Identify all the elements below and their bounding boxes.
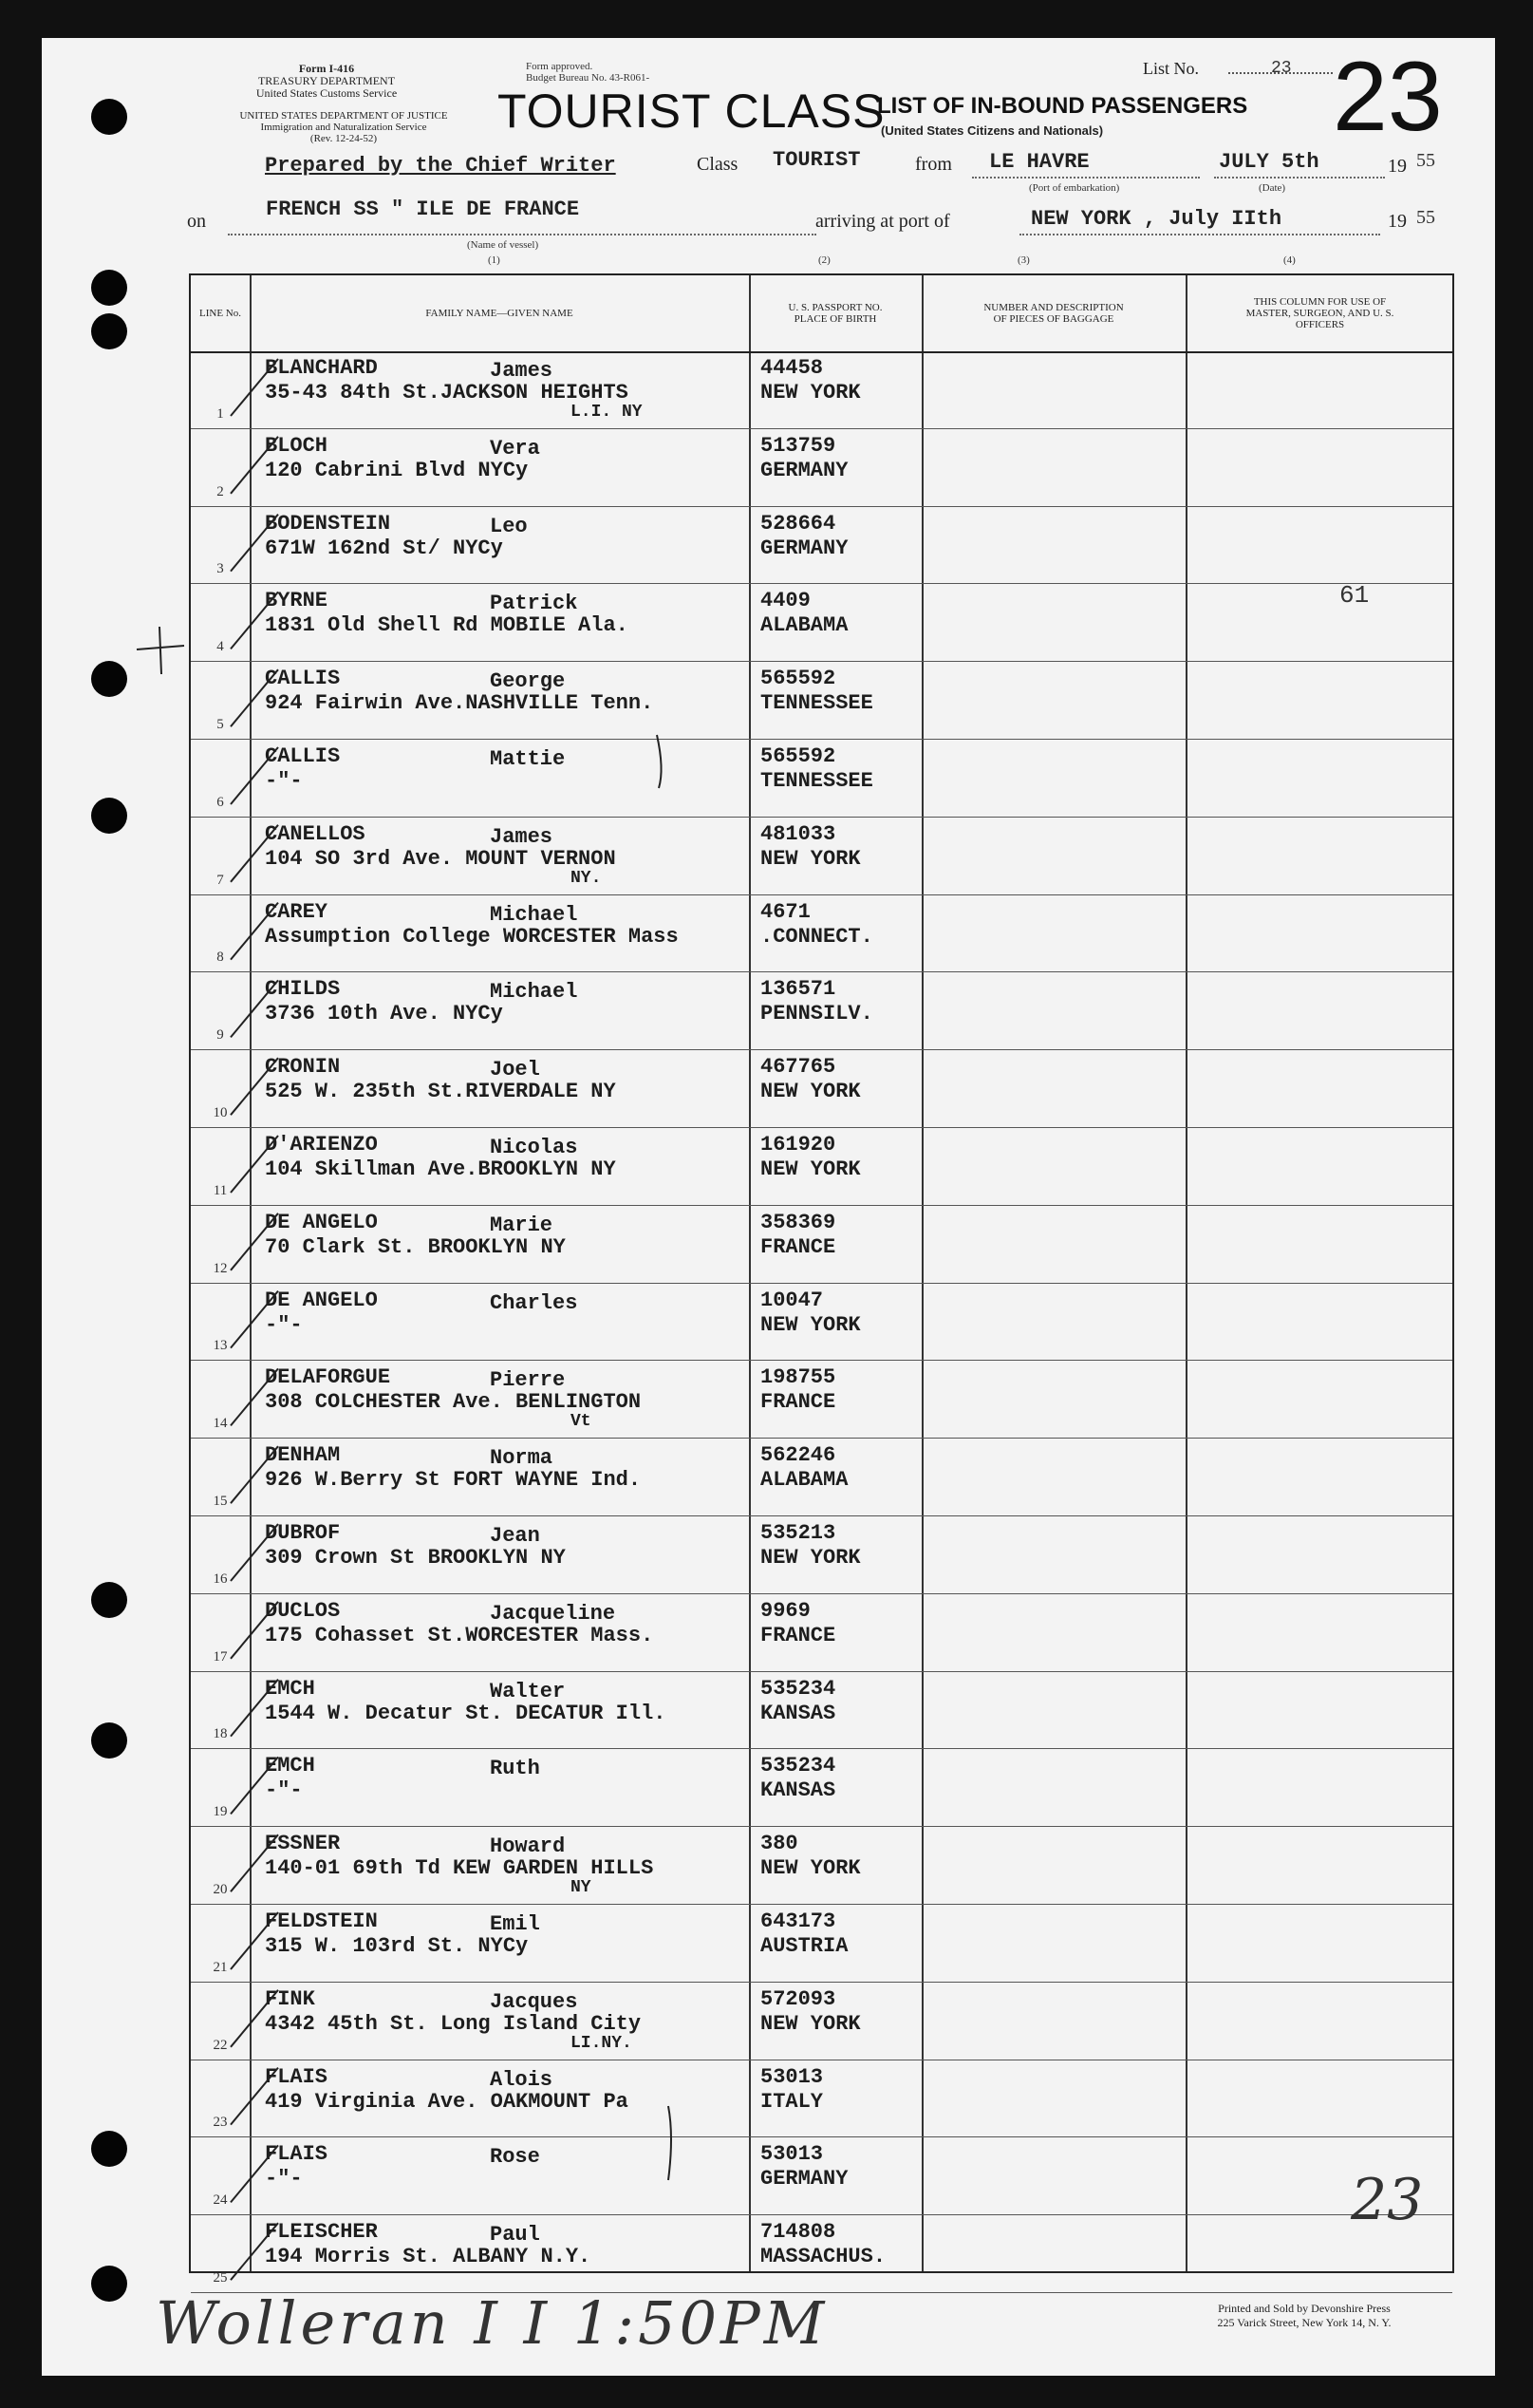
line-number: 5 — [216, 716, 224, 732]
family-name: DUBROF — [265, 1521, 341, 1545]
line-number: 24 — [213, 2192, 228, 2209]
family-name: DE ANGELO — [265, 1210, 378, 1234]
family-name: FLAIS — [265, 2142, 328, 2167]
family-name: CALLIS — [265, 667, 341, 691]
place-of-birth: GERMANY — [760, 458, 849, 482]
passport-number: 535213 — [760, 1521, 836, 1545]
given-name: Rose — [490, 2145, 540, 2170]
check-mark — [231, 669, 278, 726]
given-name: Walter — [490, 1679, 566, 1703]
line-number: 4 — [216, 639, 224, 655]
header-name: FAMILY NAME—GIVEN NAME — [425, 308, 573, 319]
given-name: Jean — [490, 1524, 540, 1548]
address: 308 COLCHESTER Ave. BENLINGTON — [265, 1390, 642, 1415]
passport-number: 565592 — [760, 667, 836, 691]
line-number: 16 — [213, 1571, 228, 1587]
check-mark — [231, 747, 278, 804]
given-name: James — [490, 359, 553, 383]
passport-number: 44458 — [760, 356, 824, 380]
printer-line-1: Printed and Sold by Devonshire Press — [1218, 2302, 1391, 2315]
line-number: 20 — [213, 1881, 228, 1897]
prepared-by: Prepared by the Chief Writer — [265, 154, 616, 178]
given-name: Norma — [490, 1446, 553, 1471]
given-name: Paul — [490, 2223, 540, 2248]
place-of-birth: PENNSILV. — [760, 1002, 873, 1026]
line-number: 9 — [216, 1027, 224, 1044]
vessel-caption: (Name of vessel) — [467, 239, 539, 251]
address-continued: Vt — [570, 1412, 591, 1432]
printer-credit — [1162, 2302, 1447, 2330]
passport-number: 562246 — [760, 1443, 836, 1468]
year-prefix-arrival: 19 — [1388, 211, 1407, 232]
given-name: Pierre — [490, 1368, 566, 1393]
given-name: Ruth — [490, 1757, 540, 1781]
address: 315 W. 103rd St. NYCy — [265, 1934, 529, 1958]
check-mark — [231, 1834, 278, 1891]
on-label: on — [187, 211, 206, 232]
given-name: Alois — [490, 2067, 553, 2092]
line-number: 21 — [213, 1959, 228, 1975]
list-subtitle: (United States Citizens and Nationals) — [881, 123, 1104, 138]
arriving-label: arriving at port of — [815, 211, 950, 232]
address-continued: LI.NY. — [570, 2033, 632, 2053]
printer-line-2: 225 Varick Street, New York 14, N. Y. — [1217, 2316, 1392, 2329]
date-caption: (Date) — [1259, 182, 1286, 194]
line-number: 19 — [213, 1804, 228, 1820]
treasury-department: TREASURY DEPARTMENT — [257, 74, 396, 87]
given-name: Mattie — [490, 747, 566, 771]
family-name: CALLIS — [265, 744, 341, 768]
line-number: 8 — [216, 950, 224, 966]
given-name: Marie — [490, 1213, 553, 1237]
class-stamp: TOURIST CLASS — [497, 85, 886, 138]
address: 1831 Old Shell Rd MOBILE Ala. — [265, 613, 628, 638]
family-name: BLANCHARD — [265, 356, 378, 380]
line-number: 13 — [213, 1338, 228, 1354]
passport-number: 380 — [760, 1832, 798, 1856]
address: -"- — [265, 1312, 303, 1337]
class-value: TOURIST — [773, 148, 861, 172]
port-embarkation-caption: (Port of embarkation) — [1029, 182, 1120, 194]
family-name: CAREY — [265, 899, 328, 924]
passport-number: 358369 — [760, 1210, 836, 1234]
address: -"- — [265, 1778, 303, 1803]
header-baggage: NUMBER AND DESCRIPTION OF PIECES OF BAGGAGE — [983, 302, 1124, 325]
place-of-birth: KANSAS — [760, 1701, 836, 1725]
officer-mark: 61 — [1339, 581, 1370, 610]
given-name: Jacques — [490, 1989, 578, 2014]
check-mark — [231, 437, 278, 494]
family-name: D'ARIENZO — [265, 1133, 378, 1157]
passport-number: 10047 — [760, 1288, 824, 1312]
line-number: 7 — [216, 872, 224, 888]
address: Assumption College WORCESTER Mass — [265, 924, 679, 949]
family-name: BODENSTEIN — [265, 511, 391, 536]
header-officers: THIS COLUMN FOR USE OF MASTER, SURGEON, AND U. S. OFFICERS — [1245, 296, 1394, 330]
passport-number: 4409 — [760, 589, 811, 613]
place-of-birth: ALABAMA — [760, 613, 849, 638]
line-number: 22 — [213, 2037, 228, 2053]
check-mark — [231, 2068, 278, 2125]
departure-date: JULY 5th — [1219, 150, 1319, 174]
check-mark — [231, 1136, 278, 1193]
given-name: Howard — [490, 1834, 566, 1859]
place-of-birth: FRANCE — [760, 1623, 836, 1647]
place-of-birth: NEW YORK — [760, 1080, 861, 1104]
passport-number: 513759 — [760, 433, 836, 458]
customs-service: United States Customs Service — [255, 86, 398, 100]
line-number: 1 — [216, 405, 224, 422]
place-of-birth: FRANCE — [760, 1234, 836, 1259]
check-mark — [231, 1446, 278, 1503]
given-name: Emil — [490, 1912, 540, 1936]
check-mark — [231, 359, 278, 416]
place-of-birth: NEW YORK — [760, 1157, 861, 1181]
port-embarkation: LE HAVRE — [989, 150, 1090, 174]
given-name: George — [490, 669, 566, 694]
list-number-label: List No. — [1143, 59, 1200, 78]
place-of-birth: MASSACHUS. — [760, 2245, 887, 2269]
line-number: 18 — [213, 1726, 228, 1742]
line-number: 14 — [213, 1416, 228, 1432]
passport-number: 535234 — [760, 1754, 836, 1778]
family-name: DE ANGELO — [265, 1288, 378, 1312]
place-of-birth: TENNESSEE — [760, 691, 873, 716]
given-name: Charles — [490, 1290, 578, 1315]
family-name: FELDSTEIN — [265, 1909, 378, 1933]
check-mark — [231, 592, 278, 649]
year-departure: 55 — [1416, 150, 1435, 171]
place-of-birth: GERMANY — [760, 2167, 849, 2192]
column-number-1: (1) — [488, 254, 500, 266]
year-prefix-departure: 19 — [1388, 156, 1407, 177]
family-name: BLOCH — [265, 433, 328, 458]
inspector-signature: Wolleran I I 1:50PM — [156, 2288, 829, 2358]
pen-check-marks — [42, 38, 1495, 2376]
budget-bureau-line: Budget Bureau No. 43-R061- — [526, 72, 650, 84]
family-name: FINK — [265, 1986, 315, 2011]
address-continued: NY — [570, 1878, 591, 1898]
line-number: 23 — [213, 2115, 228, 2131]
given-name: Patrick — [490, 592, 578, 616]
family-name: EMCH — [265, 1676, 315, 1701]
check-mark — [231, 2223, 278, 2280]
line-number: 6 — [216, 794, 224, 810]
line-number: 11 — [213, 1182, 228, 1198]
address: 70 Clark St. BROOKLYN NY — [265, 1234, 566, 1259]
passport-number: 481033 — [760, 821, 836, 846]
passport-number: 535234 — [760, 1676, 836, 1701]
given-name: Nicolas — [490, 1136, 578, 1159]
family-name: CANELLOS — [265, 821, 365, 846]
vessel-name: FRENCH SS " ILE DE FRANCE — [266, 198, 580, 221]
place-of-birth: .CONNECT. — [760, 924, 873, 949]
address: 525 W. 235th St.RIVERDALE NY — [265, 1080, 616, 1104]
given-name: Michael — [490, 980, 578, 1005]
bottom-scrawl: 23 — [1351, 2167, 1424, 2233]
check-mark — [231, 1291, 278, 1348]
check-mark — [231, 1990, 278, 2047]
address: 104 SO 3rd Ave. MOUNT VERNON — [265, 846, 616, 871]
place-of-birth: NEW YORK — [760, 1546, 861, 1570]
check-mark — [231, 1524, 278, 1581]
check-mark — [231, 1912, 278, 1969]
check-mark — [231, 1680, 278, 1737]
family-name: CHILDS — [265, 977, 341, 1002]
passport-number: 161920 — [760, 1133, 836, 1157]
class-label: Class — [697, 154, 738, 175]
address: 924 Fairwin Ave.NASHVILLE Tenn. — [265, 691, 654, 716]
address: 671W 162nd St/ NYCy — [265, 536, 503, 560]
address: 926 W.Berry St FORT WAYNE Ind. — [265, 1468, 642, 1493]
address: -"- — [265, 769, 303, 793]
family-name: DUCLOS — [265, 1598, 341, 1623]
column-number-4: (4) — [1283, 254, 1296, 266]
check-mark — [231, 1602, 278, 1659]
family-name: FLEISCHER — [265, 2220, 378, 2245]
address: -"- — [265, 2167, 303, 2192]
check-mark — [231, 2145, 278, 2202]
check-mark — [231, 1213, 278, 1270]
passport-number: 136571 — [760, 977, 836, 1002]
manifest-sheet — [42, 38, 1495, 2376]
address: 4342 45th St. Long Island City — [265, 2011, 642, 2036]
address: 35-43 84th St.JACKSON HEIGHTS — [265, 381, 628, 404]
place-of-birth: FRANCE — [760, 1390, 836, 1415]
line-number: 25 — [213, 2269, 228, 2286]
line-number: 17 — [213, 1648, 228, 1665]
passport-number: 9969 — [760, 1598, 811, 1623]
place-of-birth: NEW YORK — [760, 1312, 861, 1337]
place-of-birth: KANSAS — [760, 1778, 836, 1803]
place-of-birth: GERMANY — [760, 536, 849, 560]
check-mark — [231, 515, 278, 572]
column-number-3: (3) — [1018, 254, 1030, 266]
family-name: EMCH — [265, 1754, 315, 1778]
address: 1544 W. Decatur St. DECATUR Ill. — [265, 1701, 666, 1725]
line-number: 10 — [213, 1104, 228, 1120]
family-name: CRONIN — [265, 1055, 341, 1080]
department-name: UNITED STATES DEPARTMENT OF JUSTICE — [239, 110, 448, 122]
address: 104 Skillman Ave.BROOKLYN NY — [265, 1157, 616, 1181]
year-arrival: 55 — [1416, 207, 1435, 228]
passport-number: 4671 — [760, 899, 811, 924]
place-of-birth: ITALY — [760, 2089, 824, 2114]
address: 3736 10th Ave. NYCy — [265, 1002, 503, 1026]
place-of-birth: AUSTRIA — [760, 1934, 849, 1958]
given-name: Leo — [490, 514, 528, 538]
revision: (Rev. 12-24-52) — [309, 133, 378, 144]
place-of-birth: ALABAMA — [760, 1468, 849, 1493]
passport-number: 528664 — [760, 511, 836, 536]
passport-number: 714808 — [760, 2220, 836, 2245]
list-number-typed: 23 — [1271, 59, 1292, 78]
form-number: Form I-416 — [298, 62, 355, 75]
line-number: 3 — [216, 561, 224, 577]
list-number-large: 23 — [1333, 42, 1443, 152]
family-name: DENHAM — [265, 1443, 341, 1468]
header-line-no: LINE No. — [199, 308, 241, 319]
passport-number: 572093 — [760, 1986, 836, 2011]
passport-number: 198755 — [760, 1365, 836, 1390]
check-mark — [231, 980, 278, 1037]
family-name: BYRNE — [265, 589, 328, 613]
passport-number: 53013 — [760, 2064, 824, 2089]
place-of-birth: NEW YORK — [760, 1856, 861, 1881]
address: 309 Crown St BROOKLYN NY — [265, 1546, 566, 1570]
family-name: ESSNER — [265, 1832, 341, 1856]
place-of-birth: TENNESSEE — [760, 769, 873, 793]
address-continued: L.I. NY — [570, 403, 643, 422]
given-name: Jacqueline — [490, 1601, 616, 1626]
line-number: 12 — [213, 1260, 228, 1276]
family-name: FLAIS — [265, 2064, 328, 2089]
address: 419 Virginia Ave. OAKMOUNT Pa — [265, 2089, 628, 2114]
service-name: Immigration and Naturalization Service — [260, 122, 427, 133]
from-label: from — [915, 154, 952, 175]
place-of-birth: NEW YORK — [760, 381, 861, 404]
check-mark — [231, 1058, 278, 1115]
check-mark — [231, 1368, 278, 1425]
address: 140-01 69th Td KEW GARDEN HILLS — [265, 1856, 654, 1881]
header-passport: U. S. PASSPORT NO. PLACE OF BIRTH — [788, 302, 883, 325]
address: 175 Cohasset St.WORCESTER Mass. — [265, 1623, 654, 1647]
line-number: 15 — [213, 1493, 228, 1509]
address: 120 Cabrini Blvd NYCy — [265, 458, 529, 482]
list-title: LIST OF IN-BOUND PASSENGERS — [877, 93, 1248, 119]
passport-number: 53013 — [760, 2142, 824, 2167]
line-number: 2 — [216, 483, 224, 499]
passport-number: 467765 — [760, 1055, 836, 1080]
address-continued: NY. — [570, 868, 602, 888]
approval-line: Form approved. — [526, 61, 593, 72]
column-number-2: (2) — [818, 254, 831, 266]
given-name: Joel — [490, 1058, 540, 1082]
place-of-birth: NEW YORK — [760, 846, 861, 871]
port-arrival: NEW YORK , July IIth — [1031, 207, 1282, 231]
given-name: James — [490, 824, 553, 849]
passport-number: 643173 — [760, 1909, 836, 1933]
family-name: DELAFORGUE — [265, 1365, 391, 1390]
address: 194 Morris St. ALBANY N.Y. — [265, 2245, 591, 2269]
place-of-birth: NEW YORK — [760, 2011, 861, 2036]
check-mark — [231, 1757, 278, 1814]
check-mark — [231, 825, 278, 882]
given-name: Michael — [490, 902, 578, 927]
passport-number: 565592 — [760, 744, 836, 768]
check-mark — [231, 903, 278, 960]
given-name: Vera — [490, 436, 540, 461]
